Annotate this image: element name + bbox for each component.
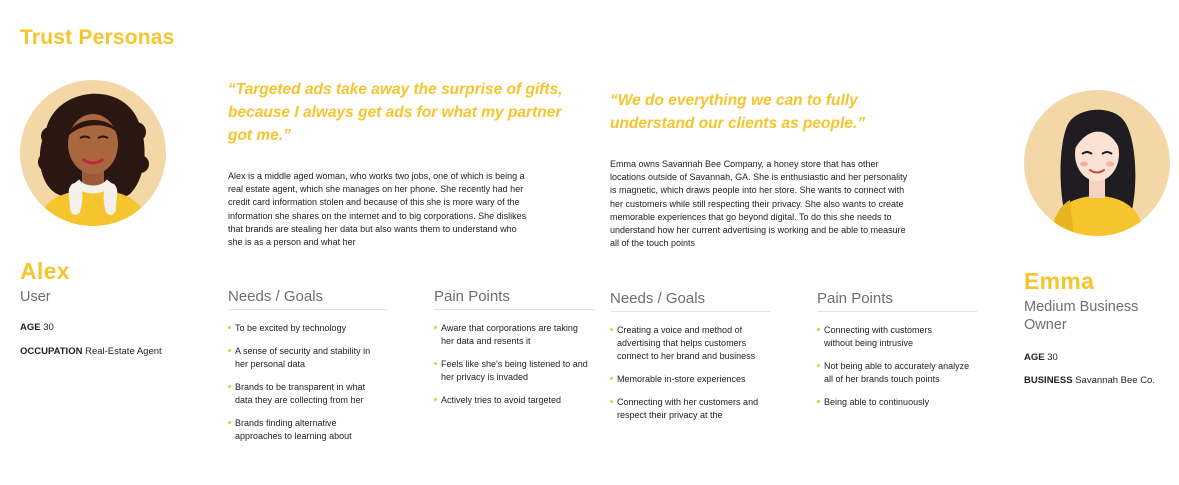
persona-occupation-alex (20, 346, 162, 357)
list-item: Memorable in-store experiences (610, 373, 770, 386)
meta-value: 30 (43, 322, 54, 333)
list-item: Brands finding alternative approaches to learning about (228, 417, 375, 443)
persona-role-emma: Medium Business Owner (1024, 299, 1139, 333)
persona-age-emma (1024, 352, 1058, 363)
list-item: Brands to be transparent in what data they are collecting from her (228, 381, 375, 407)
list-item: A sense of security and stability in her personal data (228, 345, 375, 371)
meta-value: Real-Estate Agent (85, 346, 162, 357)
section-heading: Pain Points (434, 288, 594, 310)
list-item: Creating a voice and method of advertising that helps customers connect to her brand and business (610, 324, 765, 363)
woman-curly-hair-avatar-icon (20, 80, 166, 226)
meta-value: 30 (1047, 352, 1058, 363)
pains-list (817, 324, 977, 409)
bio-emma: Emma owns Savannah Bee Company, a honey store that has other locations outside of Savannah, GA. She is enthusiastic and her personality is magnetic, which draws people into her store. She wants to connect with her customers while still respecting their privacy. She also wants to create memorable experiences that go beyond digital. To do this she needs to understand how her current advertising is working and be able to measure all of the touch points (610, 159, 908, 249)
meta-label: OCCUPATION (20, 346, 83, 357)
list-item: Actively tries to avoid targeted (434, 394, 594, 407)
list-item: Feels like she's being listened to and her privacy is invaded (434, 358, 591, 384)
woman-long-hair-avatar-icon (1024, 90, 1170, 236)
list-item: Connecting with her customers and respect their privacy at the (610, 396, 765, 422)
meta-label: AGE (20, 322, 41, 333)
persona-name-emma: Emma (1024, 268, 1095, 294)
bio-alex: Alex is a middle aged woman, who works two jobs, one of which is being a real estate agent, which she manages on her phone. She recently had her credit card information stolen and because of this she is more wary of the information she shares on the internet and to big corporations. She dislikes that brands are stealing her data but also wants them to understand who she is as a person and what her (228, 171, 527, 248)
needs-list (228, 322, 388, 443)
page-title: Trust Personas (20, 26, 175, 49)
avatar-emma (1024, 90, 1170, 236)
needs-list (610, 324, 770, 422)
quote-alex: “Targeted ads take away the surprise of gifts, because I always get ads for what my partner got me.” (228, 81, 563, 144)
needs-section-alex (228, 288, 388, 453)
avatar-alex (20, 80, 166, 226)
list-item: Being able to continuously (817, 396, 977, 409)
persona-role-alex: User (20, 289, 51, 305)
persona-name-alex: Alex (20, 258, 70, 284)
meta-label: AGE (1024, 352, 1045, 363)
pains-section-emma (817, 290, 977, 419)
section-heading: Needs / Goals (610, 290, 770, 312)
pains-list (434, 322, 594, 407)
persona-age-alex (20, 322, 54, 333)
list-item: Aware that corporations are taking her data and resents it (434, 322, 581, 348)
section-heading: Needs / Goals (228, 288, 388, 310)
list-item: To be excited by technology (228, 322, 388, 335)
needs-section-emma (610, 290, 770, 432)
section-heading: Pain Points (817, 290, 977, 312)
persona-business-emma (1024, 375, 1155, 386)
pains-section-alex (434, 288, 594, 417)
meta-label: BUSINESS (1024, 375, 1073, 386)
meta-value: Savannah Bee Co. (1075, 375, 1155, 386)
list-item: Not being able to accurately analyze all of her brands touch points (817, 360, 972, 386)
list-item: Connecting with customers without being intrusive (817, 324, 959, 350)
quote-emma: “We do everything we can to fully understand our clients as people.” (610, 92, 865, 132)
